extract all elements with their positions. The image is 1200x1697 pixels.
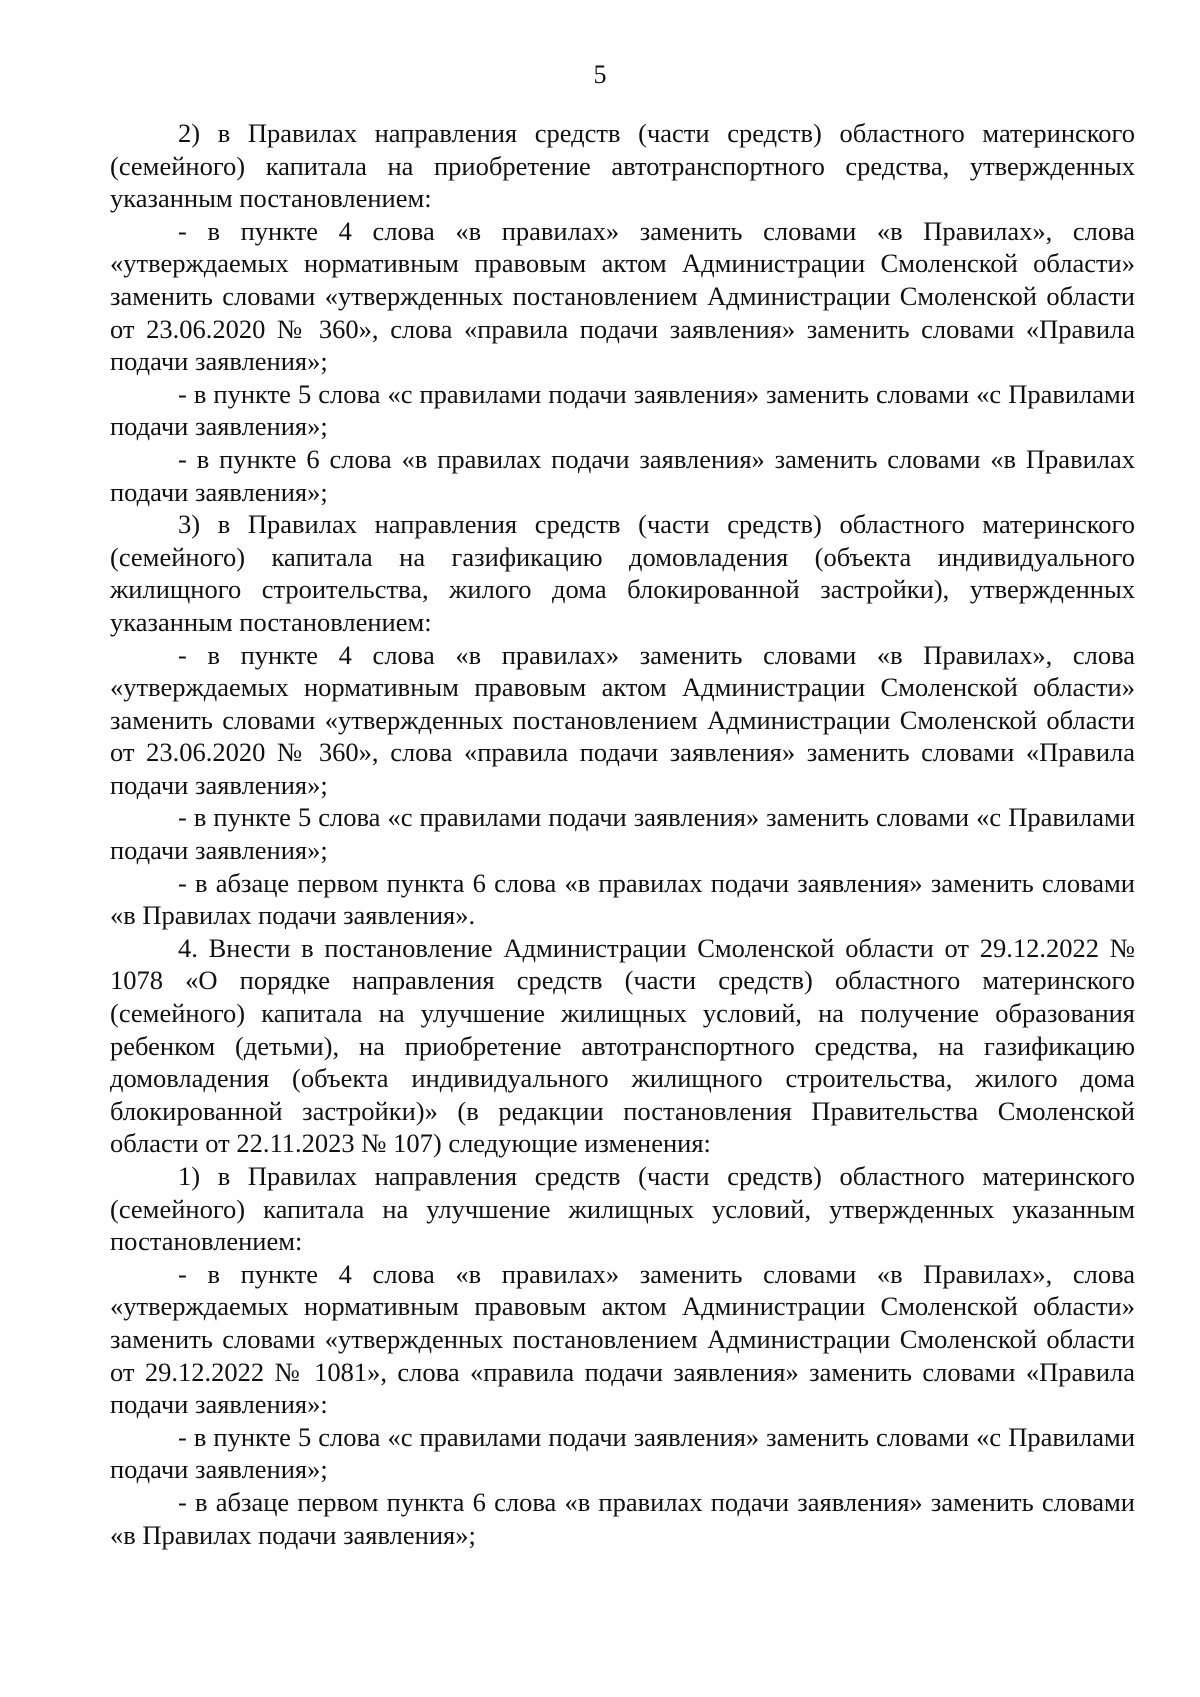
paragraph-amendment-2: 2) в Правилах направления средств (части средств) областного материнского (семейного) капитала на приобретение автотранспортного средства, утвержденных указанным постановлением:	[110, 118, 1135, 214]
paragraph-item-4-amendment: - в пункте 4 слова «в правилах» заменить словами «в Правилах», слова «утверждаемых нормативным правовым актом Администрации Смоленской области» заменить словами «утвержденных постановлением Администрации Смоленской области от 23.06.2020 № 360», слова «правила подачи заявления» заменить словами «Правила подачи заявления»;	[110, 639, 1135, 800]
document-body	[110, 117, 1135, 1551]
paragraph-item-6-amendment: - в абзаце первом пункта 6 слова «в правилах подачи заявления» заменить словами «в Правилах подачи заявления»;	[110, 1486, 1135, 1550]
paragraph-item-6-amendment: - в абзаце первом пункта 6 слова «в правилах подачи заявления» заменить словами «в Правилах подачи заявления».	[110, 867, 1135, 931]
paragraph-item-5-amendment: - в пункте 5 слова «с правилами подачи заявления» заменить словами «с Правилами подачи заявления»;	[110, 1421, 1135, 1485]
paragraph-item-4-amendment: - в пункте 4 слова «в правилах» заменить словами «в Правилах», слова «утверждаемых нормативным правовым актом Администрации Смоленской области» заменить словами «утвержденных постановлением Администрации Смоленской области от 29.12.2022 № 1081», слова «правила подачи заявления» заменить словами «Правила подачи заявления»:	[110, 1258, 1135, 1420]
paragraph-section-4: 4. Внести в постановление Администрации Смоленской области от 29.12.2022 № 1078 «О порядке направления средств (части средств) областного материнского (семейного) капитала на улучшение жилищных условий, на получение образования ребенком (детьми), на приобретение автотранспортного средства, на газификацию домовладения (объекта индивидуального жилищного строительства, жилого дома блокированной застройки)» (в редакции постановления Правительства Смоленской области от 22.11.2023 № 107) следующие изменения:	[110, 932, 1135, 1159]
paragraph-amendment-3: 3) в Правилах направления средств (части средств) областного материнского (семейного) капитала на газификацию домовладения (объекта индивидуального жилищного строительства, жилого дома блокированной застройки), утвержденных указанным постановлением:	[110, 509, 1135, 637]
paragraph-item-6-amendment: - в пункте 6 слова «в правилах подачи заявления» заменить словами «в Правилах подачи заявления»;	[110, 443, 1135, 507]
paragraph-item-5-amendment: - в пункте 5 слова «с правилами подачи заявления» заменить словами «с Правилами подачи заявления»;	[110, 378, 1135, 442]
page-number: 5	[593, 60, 607, 89]
paragraph-amendment-1: 1) в Правилах направления средств (части средств) областного материнского (семейного) капитала на улучшение жилищных условий, утвержденных указанным постановлением:	[110, 1161, 1135, 1257]
paragraph-item-4-amendment: - в пункте 4 слова «в правилах» заменить словами «в Правилах», слова «утверждаемых нормативным правовым актом Администрации Смоленской области» заменить словами «утвержденных постановлением Администрации Смоленской области от 23.06.2020 № 360», слова «правила подачи заявления» заменить словами «Правила подачи заявления»;	[110, 215, 1135, 377]
paragraph-item-5-amendment: - в пункте 5 слова «с правилами подачи заявления» заменить словами «с Правилами подачи заявления»;	[110, 802, 1135, 866]
